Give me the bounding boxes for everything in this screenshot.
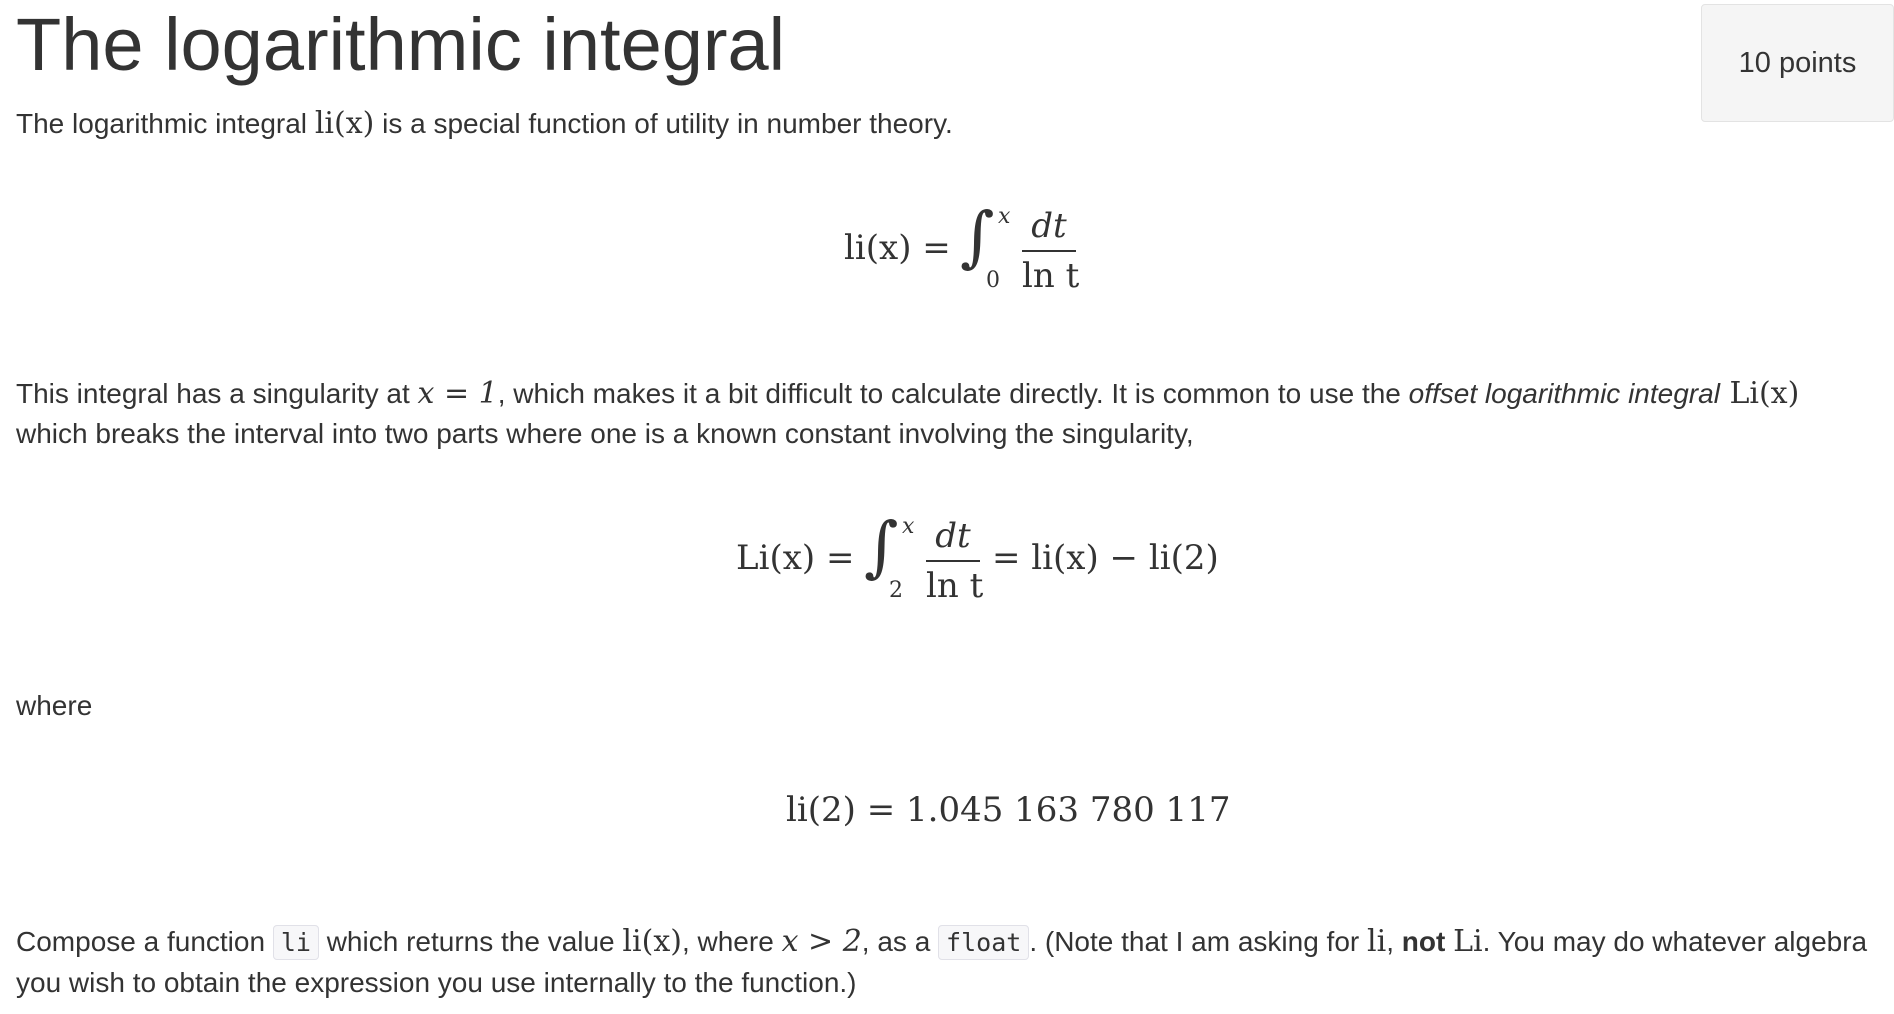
intro-text: The logarithmic integral [16, 108, 315, 139]
integral-sign: ∫ [864, 508, 899, 585]
para2-emphasis: offset logarithmic integral [1408, 378, 1720, 409]
intro-math: li(x) [314, 106, 375, 141]
fraction-bar [926, 560, 980, 562]
eq1-denominator: ln t [1022, 256, 1080, 296]
para2-text-1: This integral has a singularity at [16, 378, 418, 409]
task-math-2: x > 2 [781, 924, 862, 959]
eq2-lhs: Li(x) = [736, 538, 855, 578]
para2-math-1: x = 1 [417, 376, 498, 411]
singularity-paragraph [16, 374, 1799, 454]
intro-text-end: is a special function of utility in number theory. [374, 108, 953, 139]
eq2-denominator: ln t [926, 566, 984, 606]
para2-text-3: which breaks the interval into two parts where one is a known constant involving the singularity, [16, 418, 1194, 449]
task-text-2: which returns the value [318, 926, 623, 957]
page-title: The logarithmic integral [16, 3, 786, 86]
task-paragraph [16, 922, 1878, 1003]
fraction-bar [1022, 250, 1076, 252]
eq2-rhs: = li(x) − li(2) [992, 538, 1219, 578]
code-float: float [938, 925, 1029, 960]
task-math-3: li [1367, 924, 1387, 959]
code-li: li [273, 925, 319, 960]
points-label: 10 points [1738, 46, 1857, 79]
eq1-upper-limit: x [998, 204, 1011, 229]
task-math-4: Li [1453, 924, 1483, 959]
intro-paragraph [16, 104, 953, 144]
task-text-4: , as a [861, 926, 939, 957]
points-badge [1701, 4, 1894, 122]
task-text-1: Compose a function [16, 926, 273, 957]
task-text-7 [1445, 926, 1453, 957]
eq2-upper-limit: x [902, 514, 915, 539]
eq2-fraction [926, 516, 984, 606]
eq1-fraction [1022, 206, 1080, 296]
eq2-numerator: dt [935, 516, 971, 556]
task-text-6: , [1386, 926, 1402, 957]
equation-li2-value: li(2) = 1.045 163 780 117 [786, 790, 1231, 830]
where-text: where [16, 690, 93, 721]
eq1-lhs: li(x) = [844, 228, 951, 268]
eq1-numerator: dt [1031, 206, 1067, 246]
task-text-8: . You may do whatever algebra [1482, 926, 1868, 957]
task-text-5: . (Note that I am asking for [1029, 926, 1368, 957]
task-math-1: li(x) [622, 924, 682, 959]
task-bold-not: not [1401, 926, 1446, 957]
task-text-3: , where [681, 926, 782, 957]
para2-text-2: , which makes it a bit difficult to calculate directly. It is common to use the [497, 378, 1409, 409]
eq2-lower-limit: 2 [889, 578, 903, 603]
integral-sign: ∫ [960, 198, 995, 275]
task-text-line2: you wish to obtain the expression you use internally to the function.) [16, 967, 857, 998]
para2-math-2: Li(x) [1719, 376, 1800, 411]
eq1-lower-limit: 0 [986, 268, 1000, 293]
